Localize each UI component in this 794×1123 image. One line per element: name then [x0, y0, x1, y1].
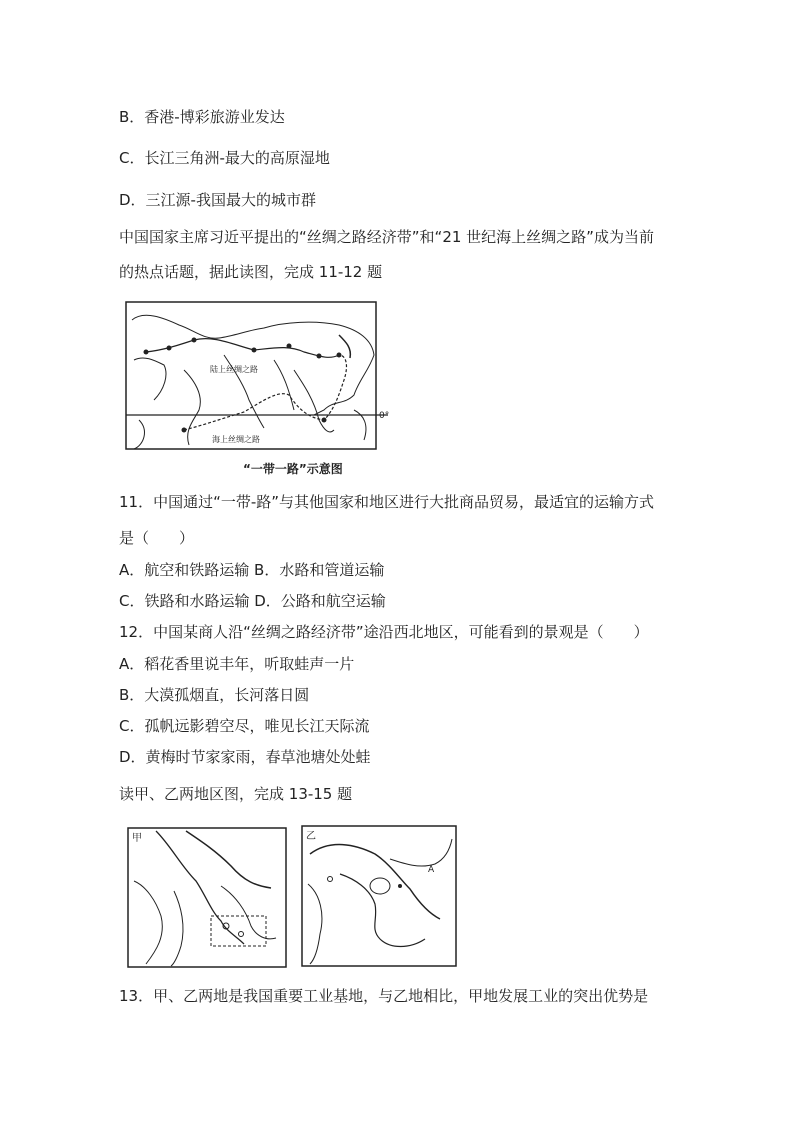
land-route-label: 陆上丝绸之路 [210, 365, 258, 374]
question-12-option-c: C．孤帆远影碧空尽，唯见长江天际流 [119, 717, 370, 735]
option-d-sanjiangyuan: D．三江源-我国最大的城市群 [119, 191, 316, 209]
equator-label: 0° [379, 411, 390, 421]
question-12-option-a: A．稻花香里说丰年，听取蛙声一片 [119, 655, 355, 673]
point-a-label: A [428, 865, 435, 875]
question-12-option-d: D．黄梅时节家家雨，春草池塘处处蛙 [119, 748, 371, 766]
question-13: 13．甲、乙两地是我国重要工业基地，与乙地相比，甲地发展工业的突出优势是 [119, 987, 649, 1005]
option-b-hongkong: B．香港-博彩旅游业发达 [119, 108, 285, 126]
question-11-options-cd: C．铁路和水路运输 D．公路和航空运输 [119, 592, 386, 610]
region-jia-map [126, 826, 288, 969]
region-yi-map [300, 824, 458, 968]
question-11: 11．中国通过“一带-路”与其他国家和地区进行大批商品贸易，最适宜的运输方式 [119, 493, 655, 511]
map-caption: “一带一路”示意图 [243, 462, 343, 476]
question-12: 12．中国某商人沿“丝绸之路经济带”途沿西北地区，可能看到的景观是（ ） [119, 623, 649, 641]
question-11-options-ab: A．航空和铁路运输 B．水路和管道运输 [119, 561, 385, 579]
intro-13-15: 读甲、乙两地区图，完成 13-15 题 [119, 785, 353, 803]
intro-belt-road: 中国国家主席习近平提出的“丝绸之路经济带”和“21 世纪海上丝绸之路”成为当前 [119, 228, 654, 246]
region-jia-label: 甲 [132, 833, 142, 844]
belt-road-map [124, 300, 390, 452]
region-yi-label: 乙 [306, 831, 316, 842]
option-c-yangtze-delta: C．长江三角洲-最大的高原湿地 [119, 149, 330, 167]
question-12-option-b: B．大漠孤烟直，长河落日圆 [119, 686, 310, 704]
intro-belt-road-cont: 的热点话题，据此读图，完成 11-12 题 [119, 263, 383, 281]
question-11-cont: 是（ ） [119, 529, 195, 547]
sea-route-label: 海上丝绸之路 [212, 435, 260, 444]
